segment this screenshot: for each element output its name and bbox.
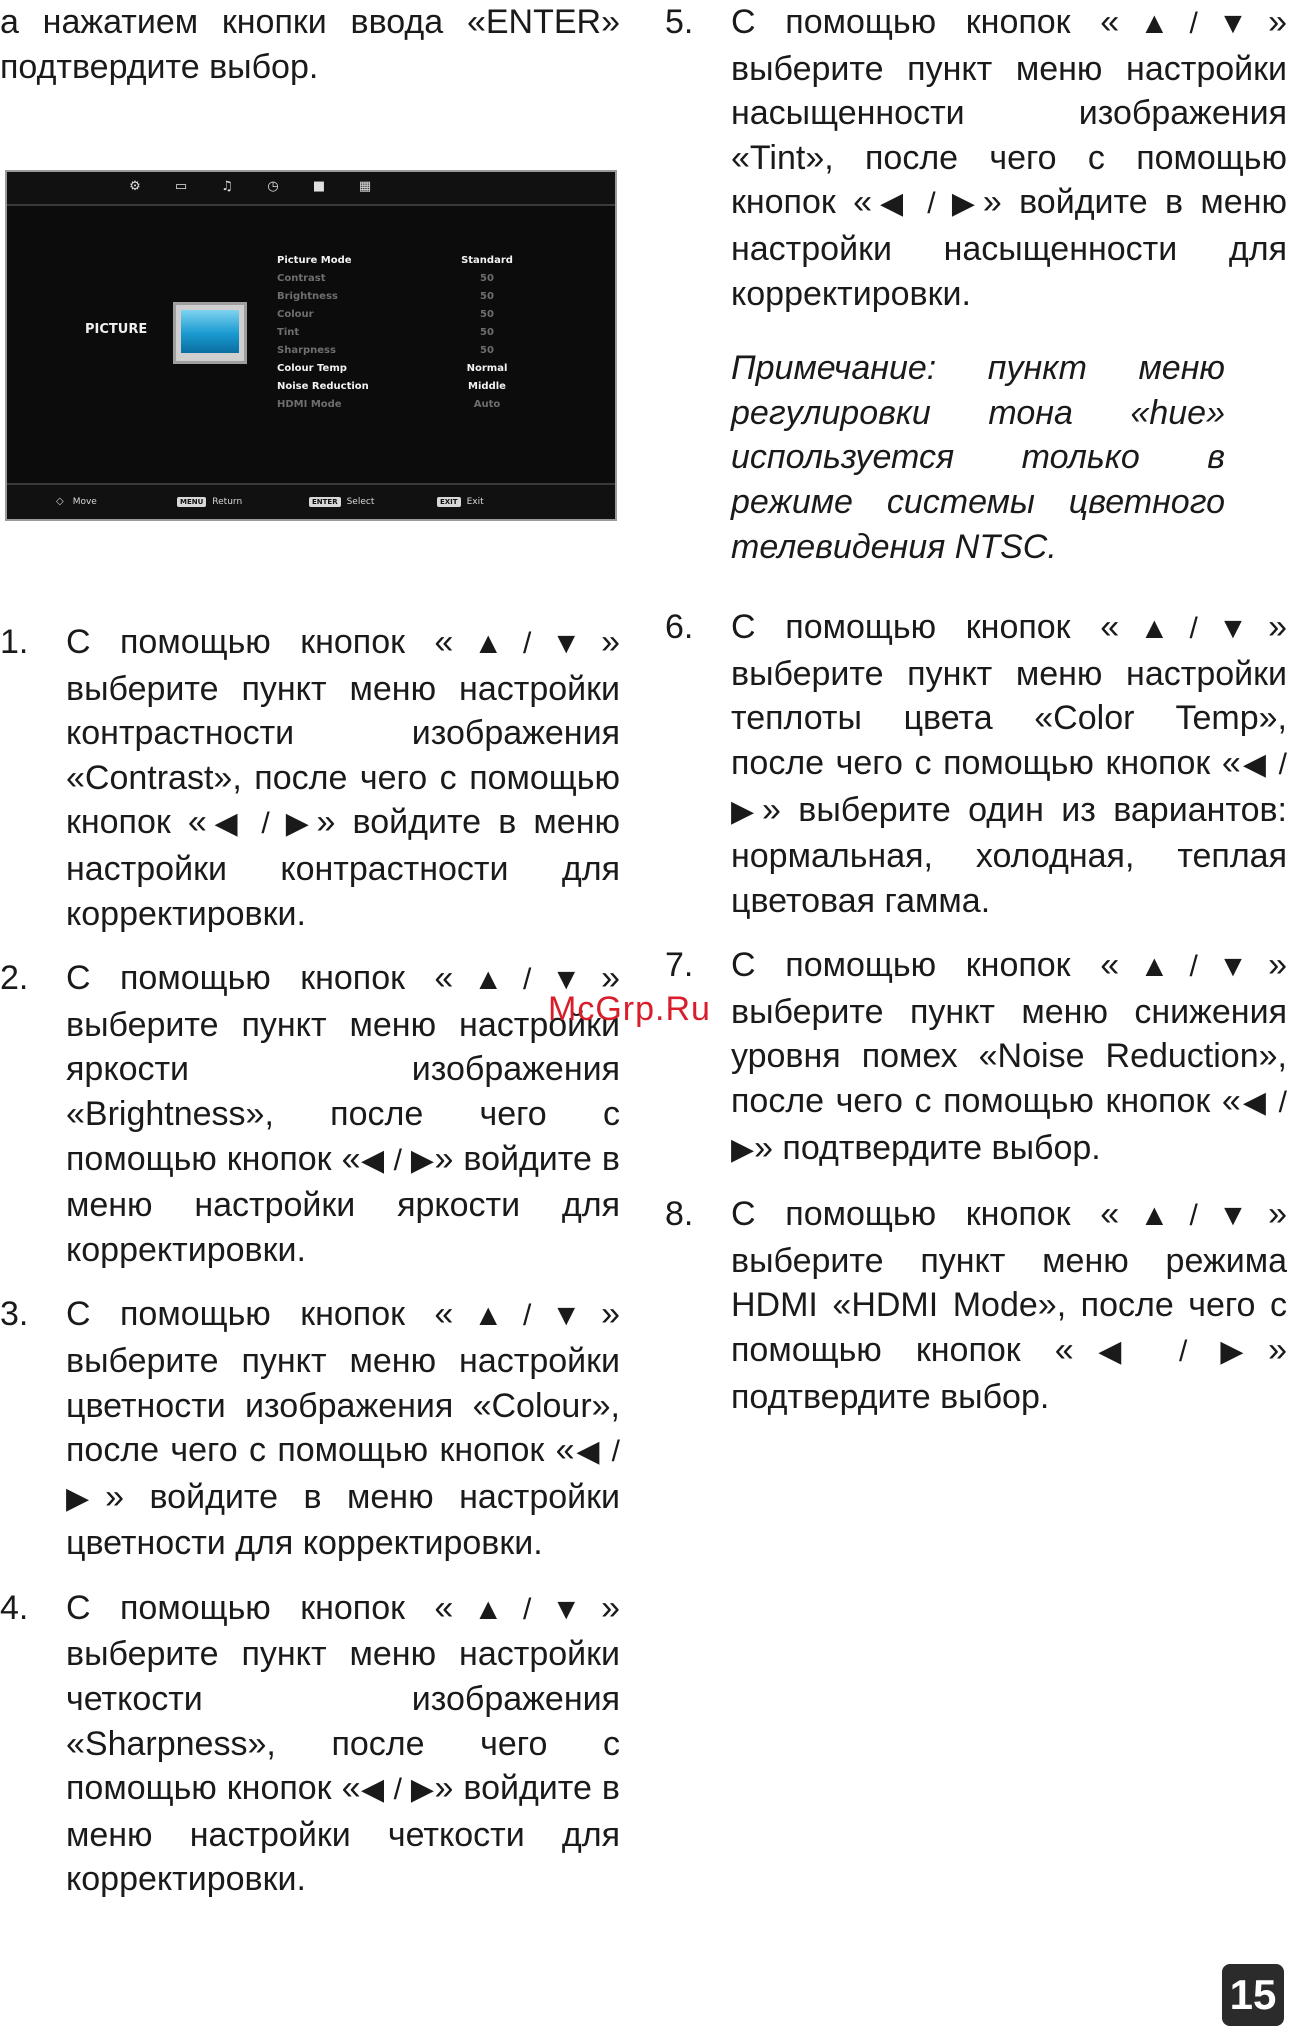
right-column xyxy=(665,0,1287,1419)
monitor-icon: ▭ xyxy=(174,179,188,194)
tv-menu-row-label: HDMI Mode xyxy=(277,399,342,410)
tv-menu-row-value: Normal xyxy=(466,363,508,374)
list-item xyxy=(665,1192,1287,1419)
hint-label: Move xyxy=(72,497,97,507)
item-text: » войдите в меню настройки насыщенности для корректировки. xyxy=(731,183,1287,313)
item-text: » выберите пункт меню снижения уровня помех «Noise Reduction», после чего с помощью кнопок « xyxy=(731,946,1287,1121)
tv-menu-row-label: Colour Temp xyxy=(277,363,347,374)
move-icon: ◇ xyxy=(56,495,64,507)
left-right-arrows-icon: ◀ / ▶ xyxy=(360,1773,435,1807)
left-list xyxy=(0,620,620,1902)
item-number: 2. xyxy=(0,959,29,998)
menu-key: MENU xyxy=(177,497,206,507)
item-text: С помощью кнопок « xyxy=(731,1195,1120,1234)
hint-label: Return xyxy=(212,497,243,507)
tv-menu-row-value: Auto xyxy=(473,399,501,410)
tv-picture-menu xyxy=(5,170,617,521)
tv-menu-row-label: Picture Mode xyxy=(277,255,352,266)
tv-menu-row-value: 50 xyxy=(480,327,494,338)
tv-menu-row[interactable] xyxy=(277,360,517,378)
lock-icon: ■ xyxy=(312,179,326,194)
item-text: » выберите пункт меню настройки теплоты цвета «Color Temp», после чего с помощью кнопок « xyxy=(731,608,1287,782)
list-item xyxy=(0,620,620,936)
item-text: С помощью кнопок « xyxy=(731,3,1120,41)
item-text: » подтвердите выбор. xyxy=(731,1331,1287,1416)
hint-label: Exit xyxy=(466,497,484,507)
tv-menu-row-label: Brightness xyxy=(277,291,338,302)
intro-paragraph: а нажатием кнопки ввода «ENTER» подтвердите выбор. xyxy=(0,3,620,86)
music-icon: ♫ xyxy=(221,179,233,194)
left-right-arrows-icon: ◀ / ▶ xyxy=(66,1435,620,1515)
right-list-top xyxy=(665,0,1287,316)
tv-menu-row-label: Sharpness xyxy=(277,345,336,356)
tv-menu-row-value: 50 xyxy=(480,291,494,302)
page-number: 15 xyxy=(1222,1964,1284,2026)
tv-monitor-icon xyxy=(173,302,247,364)
item-text: » выберите один из вариантов: нормальная, холодная, теплая цветовая гамма. xyxy=(731,790,1287,920)
item-text: » войдите в меню настройки цветности для корректировки. xyxy=(66,1477,620,1563)
tv-menu-row-value: Middle xyxy=(468,381,506,392)
tv-menu-row[interactable] xyxy=(277,270,517,288)
up-down-arrows-icon: ▲/▼ xyxy=(453,627,602,660)
up-down-arrows-icon: ▲/▼ xyxy=(1119,612,1269,646)
item-number: 5. xyxy=(665,3,694,41)
tv-menu-hint-bar xyxy=(7,483,615,519)
item-text: » войдите в меню настройки контрастности для корректировки. xyxy=(66,803,620,933)
item-number: 4. xyxy=(0,1588,29,1627)
up-down-arrows-icon: ▲/▼ xyxy=(1119,950,1269,984)
tv-menu-row-value: Standard xyxy=(461,255,513,266)
left-column xyxy=(0,0,620,89)
item-text: С помощью кнопок « xyxy=(66,1295,454,1334)
tv-menu-row[interactable] xyxy=(277,342,517,360)
enter-key: ENTER xyxy=(309,497,341,507)
tv-menu-row[interactable] xyxy=(277,378,517,396)
tv-section-label: PICTURE xyxy=(85,322,148,337)
left-right-arrows-icon: ◀ / ▶ xyxy=(731,747,1287,828)
gear-icon: ⚙ xyxy=(129,179,141,194)
tv-menu-row-label: Tint xyxy=(277,327,300,338)
item-text: С помощью кнопок « xyxy=(731,608,1120,647)
up-down-arrows-icon: ▲/▼ xyxy=(453,1592,602,1626)
item-text: С помощью кнопок « xyxy=(66,1588,454,1627)
list-item xyxy=(665,605,1287,923)
item-number: 7. xyxy=(665,946,694,985)
up-down-arrows-icon: ▲/▼ xyxy=(1119,7,1269,40)
item-text: » подтвердите выбор. xyxy=(754,1128,1101,1167)
hint-return xyxy=(177,496,242,508)
watermark: McGrp.Ru xyxy=(548,990,711,1028)
left-right-arrows-icon: ◀ / ▶ xyxy=(731,1086,1287,1166)
hint-select xyxy=(309,496,374,508)
tv-menu-row[interactable] xyxy=(277,306,517,324)
up-down-arrows-icon: ▲/▼ xyxy=(453,963,602,997)
up-down-arrows-icon: ▲/▼ xyxy=(453,1299,602,1333)
tv-menu-row-value: 50 xyxy=(480,345,494,356)
hint-label: Select xyxy=(346,497,375,507)
item-text: С помощью кнопок « xyxy=(66,623,454,661)
list-item xyxy=(665,943,1287,1172)
item-text: » выберите пункт меню настройки контрастности изображения «Contrast», после чего с помощью кнопок « xyxy=(66,623,620,842)
clock-icon: ◷ xyxy=(267,179,279,194)
tv-menu-row-value: 50 xyxy=(480,273,494,284)
left-right-arrows-icon: ◀ / ▶ xyxy=(872,187,983,221)
item-number: 8. xyxy=(665,1195,694,1234)
tv-menu-row[interactable] xyxy=(277,324,517,342)
item-text: » выберите пункт меню настройки насыщенности изображения «Tint», после чего с помощью кнопок « xyxy=(731,3,1287,222)
tv-menu-row-label: Noise Reduction xyxy=(277,381,369,392)
left-right-arrows-icon: ◀ / ▶ xyxy=(206,807,317,841)
left-right-arrows-icon: ◀ / ▶ xyxy=(360,1143,435,1177)
item-text: » выберите пункт меню режима HDMI «HDMI Mode», после чего с помощью кнопок « xyxy=(731,1195,1287,1370)
list-item xyxy=(0,1292,620,1566)
list-item xyxy=(0,956,620,1272)
item-text: С помощью кнопок « xyxy=(731,946,1120,985)
item-text: » войдите в меню настройки четкости для корректировки. xyxy=(66,1769,620,1899)
list-item xyxy=(0,1586,620,1902)
tv-menu-row-label: Colour xyxy=(277,309,314,320)
grid-icon: ▦ xyxy=(358,179,372,194)
hint-move xyxy=(53,496,97,508)
item-text: » выберите пункт меню настройки четкости изображения «Sharpness», после чего с помощью кнопок « xyxy=(66,1588,620,1808)
item-number: 6. xyxy=(665,608,694,647)
tv-menu-row-label: Contrast xyxy=(277,273,326,284)
item-text: » выберите пункт меню настройки яркости изображения «Brightness», после чего с помощью кнопок « xyxy=(66,959,620,1178)
exit-key: EXIT xyxy=(437,497,461,507)
list-item xyxy=(665,0,1287,316)
tv-menu-row-value: 50 xyxy=(480,309,494,320)
tv-menu-row[interactable] xyxy=(277,252,517,270)
item-text: С помощью кнопок « xyxy=(66,959,454,998)
hint-exit xyxy=(437,496,484,508)
note-paragraph: Примечание: пункт меню регулировки тона «hue» используется только в режиме системы цветного телевидения NTSC. xyxy=(731,349,1225,566)
item-text: » выберите пункт меню настройки цветности изображения «Colour», после чего с помощью кнопок « xyxy=(66,1295,620,1470)
item-text: » войдите в меню настройки яркости для корректировки. xyxy=(66,1139,620,1269)
tv-menu-top-bar xyxy=(7,172,615,206)
item-number: 1. xyxy=(0,623,29,661)
right-list-bottom xyxy=(665,605,1287,1419)
up-down-arrows-icon: ▲/▼ xyxy=(1119,1199,1269,1233)
tv-menu-row[interactable] xyxy=(277,396,517,414)
tv-menu-row[interactable] xyxy=(277,288,517,306)
item-number: 3. xyxy=(0,1295,29,1334)
left-right-arrows-icon: ◀ / ▶ xyxy=(1073,1335,1269,1369)
